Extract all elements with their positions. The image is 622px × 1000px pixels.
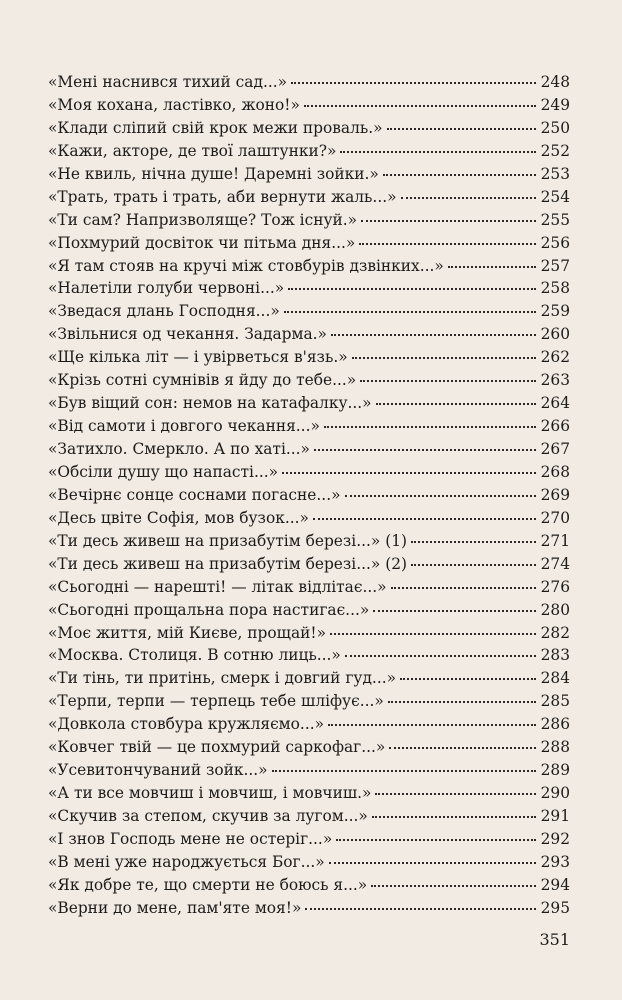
toc-entry-page: 284 (540, 669, 570, 688)
toc-entry-page: 256 (540, 233, 570, 252)
toc-entry-page: 293 (540, 852, 570, 871)
toc-entry-title: «Ти сам? Напризволяще? Тож існуй.» (48, 210, 358, 229)
toc-entry-title: «Вечірнє сонце соснами погасне...» (48, 485, 341, 504)
toc-entry (48, 484, 570, 507)
toc-entry (48, 736, 570, 759)
toc-entry (48, 140, 570, 163)
dot-leader (371, 881, 536, 887)
toc-entry-title: «Довкола стовбура кружляємо...» (48, 715, 325, 734)
toc-entry (48, 828, 570, 851)
dot-leader (387, 124, 536, 130)
toc-entry-page: 266 (540, 417, 570, 436)
toc-entry (48, 599, 570, 622)
dot-leader (272, 766, 536, 772)
toc-entry-page: 276 (540, 577, 570, 596)
toc-entry-page: 283 (540, 646, 570, 665)
dot-leader (388, 697, 536, 703)
toc-entry-title: «Трать, трать і трать, аби вернути жаль...» (48, 187, 397, 206)
toc-entry-page: 295 (540, 898, 570, 917)
dot-leader (411, 560, 536, 566)
toc-entry (48, 897, 570, 920)
dot-leader (373, 606, 536, 612)
dot-leader (328, 720, 536, 726)
dot-leader (345, 651, 536, 657)
toc-entry (48, 163, 570, 186)
toc-entry (48, 232, 570, 255)
toc-entry-page: 270 (540, 508, 570, 527)
dot-leader (359, 239, 536, 245)
dot-leader (361, 216, 536, 222)
toc-entry-page: 290 (540, 784, 570, 803)
dot-leader (329, 858, 536, 864)
toc-entry (48, 94, 570, 117)
dot-leader (448, 262, 536, 268)
dot-leader (383, 170, 536, 176)
dot-leader (331, 330, 536, 336)
dot-leader (324, 422, 536, 428)
dot-leader (401, 193, 536, 199)
toc-entry-title: «Був віщий сон: немов на катафалку...» (48, 394, 372, 413)
toc-entry (48, 277, 570, 300)
toc-entry-title: «Зведася длань Господня...» (48, 302, 280, 321)
dot-leader (305, 904, 536, 910)
toc-entry-page: 260 (540, 325, 570, 344)
dot-leader (340, 147, 536, 153)
toc-entry-title: «Як добре те, що смерти не боюсь я...» (48, 875, 368, 894)
toc-entry (48, 438, 570, 461)
toc-entry-page: 294 (540, 875, 570, 894)
toc-entry-page: 255 (540, 210, 570, 229)
toc-entry-page: 253 (540, 164, 570, 183)
toc-entry (48, 117, 570, 140)
dot-leader (360, 376, 536, 382)
toc-entry (48, 576, 570, 599)
toc-entry-title: «Не квиль, нічна душе! Даремні зойки.» (48, 164, 379, 183)
toc-entry-title: «Моя кохана, ластівко, жоно!» (48, 95, 300, 114)
toc-entry-title: «Усевитончуваний зойк...» (48, 761, 268, 780)
dot-leader (314, 445, 536, 451)
toc-entry-page: 257 (540, 256, 570, 275)
toc-entry-title: «Москва. Столиця. В сотню лиць...» (48, 646, 341, 665)
dot-leader (313, 514, 536, 520)
toc-entry-title: «Сьогодні — нарешті! — літак відлітає...» (48, 577, 387, 596)
toc-entry (48, 346, 570, 369)
toc-entry-title: «Я там стояв на кручі між стовбурів дзвінких...» (48, 256, 444, 275)
toc-entry (48, 690, 570, 713)
toc-entry-title: «Крізь сотні сумнівів я йду до тебе...» (48, 371, 357, 390)
toc-entry-title: «Налетіли голуби червоні...» (48, 279, 285, 298)
dot-leader (400, 674, 536, 680)
dot-leader (284, 307, 536, 313)
toc-entry (48, 874, 570, 897)
toc-entry-page: 254 (540, 187, 570, 206)
toc-entry (48, 461, 570, 484)
dot-leader (372, 812, 536, 818)
toc-entry (48, 255, 570, 278)
toc-entry-title: «Звільнися од чекання. Задарма.» (48, 325, 327, 344)
toc-entry-title: «Моє життя, мій Києве, прощай!» (48, 623, 327, 642)
dot-leader (288, 284, 536, 290)
toc-entry-title: «Похмурий досвіток чи пітьма дня...» (48, 233, 356, 252)
toc-entry (48, 713, 570, 736)
toc-entry (48, 759, 570, 782)
toc-entry (48, 553, 570, 576)
toc-entry-title: «Ти десь живеш на призабутім березі...» (1) (48, 531, 408, 550)
toc-entry-title: «В мені уже народжується Бог...» (48, 852, 325, 871)
toc-entry-page: 280 (540, 600, 570, 619)
toc-entry (48, 392, 570, 415)
toc-entry-page: 288 (540, 738, 570, 757)
toc-entry (48, 667, 570, 690)
toc-entry-page: 263 (540, 371, 570, 390)
toc-entry-title: «Ти десь живеш на призабутім березі...» (2) (48, 554, 408, 573)
toc-entry-page: 292 (540, 829, 570, 848)
toc-entry (48, 71, 570, 94)
dot-leader (389, 743, 536, 749)
toc-entry-title: «Від самоти і довгого чекання...» (48, 417, 320, 436)
toc-entry (48, 782, 570, 805)
toc-entry-page: 289 (540, 761, 570, 780)
toc-entry (48, 530, 570, 553)
toc-entry-page: 267 (540, 440, 570, 458)
dot-leader (391, 583, 536, 589)
toc-entry-page: 262 (540, 348, 570, 367)
toc-entry (48, 415, 570, 438)
toc-entry-title: «Затихло. Смеркло. А по хаті...» (48, 440, 310, 458)
toc-entry-title: «А ти все мовчиш і мовчиш, і мовчиш.» (48, 784, 372, 803)
toc-entry-page: 250 (540, 118, 570, 137)
toc-entry-title: «Кажи, акторе, де твої лаштунки?» (48, 141, 337, 160)
table-of-contents (48, 71, 570, 920)
toc-entry-page: 268 (540, 462, 570, 481)
toc-entry (48, 186, 570, 209)
toc-entry-title: «Сьогодні прощальна пора настигає...» (48, 600, 370, 619)
dot-leader (352, 353, 536, 359)
toc-entry-page: 249 (540, 95, 570, 114)
toc-entry (48, 805, 570, 828)
toc-entry-page: 252 (540, 141, 570, 160)
toc-entry-title: «Десь цвіте Софія, мов бузок...» (48, 508, 309, 527)
toc-entry-title: «Ковчег твій — це похмурий саркофаг...» (48, 738, 386, 757)
toc-entry-page: 285 (540, 692, 570, 711)
toc-entry (48, 622, 570, 645)
toc-entry-page: 271 (540, 531, 570, 550)
page-number: 351 (539, 930, 570, 949)
toc-entry-page: 291 (540, 807, 570, 825)
toc-entry-page: 274 (540, 554, 570, 573)
toc-entry (48, 644, 570, 667)
toc-entry-page: 282 (540, 623, 570, 642)
dot-leader (282, 468, 536, 474)
dot-leader (376, 399, 536, 405)
toc-entry-title: «Терпи, терпи — терпець тебе шліфує...» (48, 692, 384, 711)
toc-entry-page: 248 (540, 73, 570, 91)
toc-entry (48, 209, 570, 232)
toc-entry (48, 323, 570, 346)
toc-entry-title: «Верни до мене, пам'яте моя!» (48, 898, 302, 917)
dot-leader (345, 491, 537, 497)
toc-entry-title: «Скучив за степом, скучив за лугом...» (48, 807, 368, 825)
toc-entry (48, 369, 570, 392)
toc-entry-title: «Клади сліпий свій крок межи проваль.» (48, 118, 383, 137)
toc-entry-title: «Обсіли душу що напасті...» (48, 462, 279, 481)
toc-entry-page: 258 (540, 279, 570, 298)
dot-leader (291, 78, 536, 84)
toc-entry-title: «Мені наснився тихий сад...» (48, 73, 288, 91)
toc-entry-page: 286 (540, 715, 570, 734)
toc-entry (48, 851, 570, 874)
toc-entry-page: 264 (540, 394, 570, 413)
toc-entry (48, 507, 570, 530)
dot-leader (336, 835, 536, 841)
toc-entry-title: «І знов Господь мене не остеріг...» (48, 829, 333, 848)
toc-entry-page: 269 (540, 485, 570, 504)
dot-leader (411, 537, 536, 543)
dot-leader (330, 629, 536, 635)
toc-entry (48, 300, 570, 323)
dot-leader (304, 101, 536, 107)
toc-entry-title: «Ти тінь, ти притінь, смерк і довгий гуд...» (48, 669, 397, 688)
toc-entry-title: «Ще кілька літ — і увірветься в'язь.» (48, 348, 348, 367)
toc-entry-page: 259 (540, 302, 570, 321)
dot-leader (375, 789, 536, 795)
